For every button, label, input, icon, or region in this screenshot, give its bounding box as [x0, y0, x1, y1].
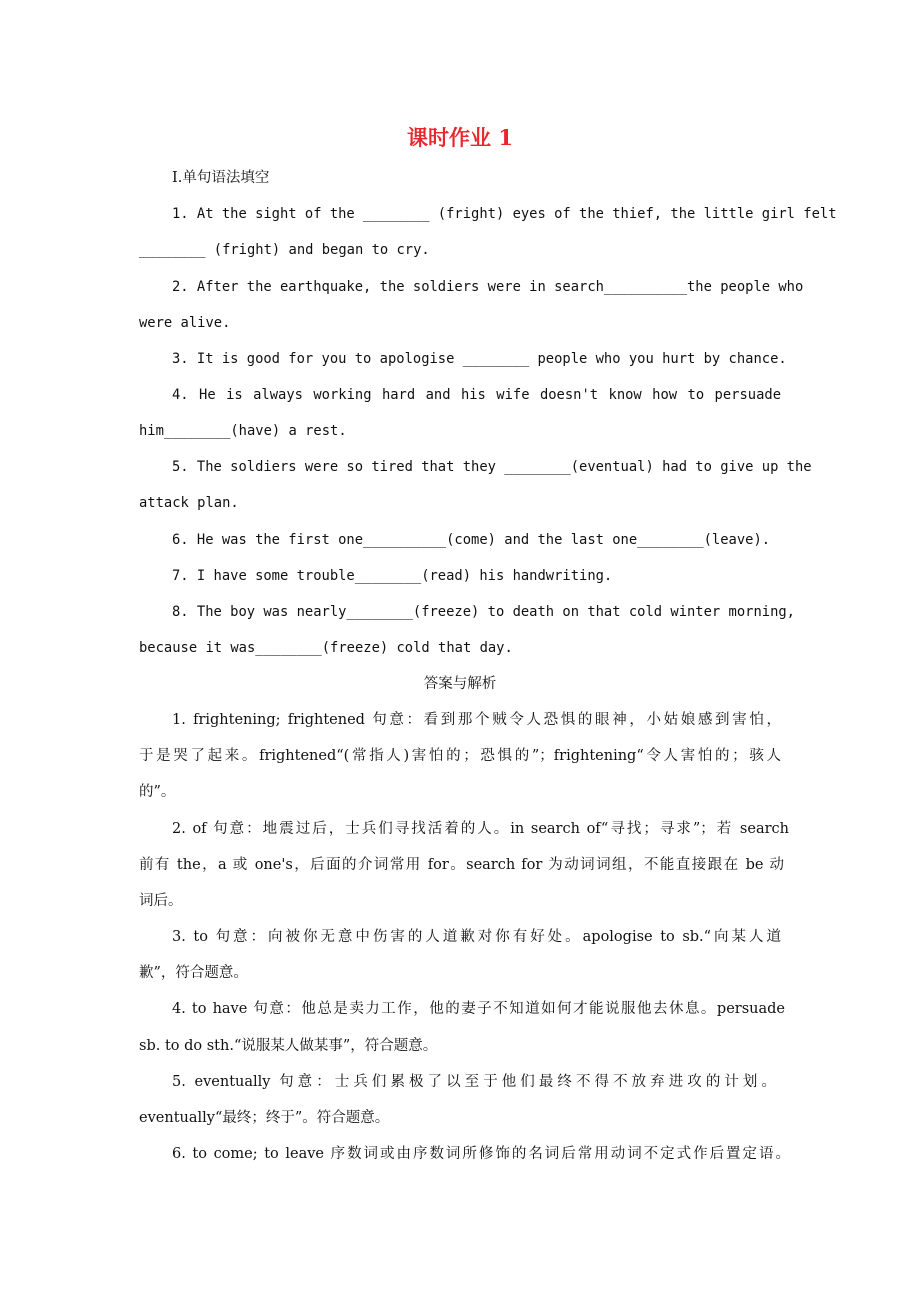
section-heading: Ⅰ.单句语法填空 [172, 170, 270, 186]
question-4-line-1: 4. He is always working hard and his wife doesn't know how to persuade [172, 387, 781, 403]
answer-1-line-3: 的”。 [139, 784, 176, 800]
question-4-line-2: him________(have) a rest. [139, 423, 347, 439]
question-6: 6. He was the first one__________(come) and the last one________(leave). [172, 532, 771, 548]
question-7: 7. I have some trouble________(read) his handwriting. [172, 568, 613, 584]
answer-2-line-3: 词后。 [139, 893, 183, 909]
answer-2-line-2: 前有 the，a 或 one's，后面的介词常用 for。search for 为动词词组，不能直接跟在 be 动 [139, 857, 784, 873]
answer-5-line-1: 5. eventually 句意：士兵们累极了以至于他们最终不得不放弃进攻的计划。 [172, 1074, 776, 1090]
question-2-line-2: were alive. [139, 315, 231, 331]
answer-3-line-1: 3. to 句意：向被你无意中伤害的人道歉对你有好处。apologise to sb.“向某人道 [172, 929, 781, 945]
answer-4-line-2: sb. to do sth.“说服某人做某事”，符合题意。 [139, 1038, 438, 1054]
answer-1-line-2: 于是哭了起来。frightened“(常指人)害怕的；恐惧的”；frightening“令人害怕的；骇人 [139, 748, 781, 764]
answer-4-line-1: 4. to have 句意：他总是卖力工作，他的妻子不知道如何才能说服他去休息。persuade [172, 1001, 785, 1017]
answer-3-line-2: 歉”，符合题意。 [139, 965, 248, 981]
answer-1-line-1: 1. frightening; frightened 句意：看到那个贼令人恐惧的眼神，小姑娘感到害怕， [172, 712, 781, 728]
question-5-line-1: 5. The soldiers were so tired that they ________(eventual) had to give up the [172, 459, 812, 475]
question-1-line-1: 1. At the sight of the ________ (fright) eyes of the thief, the little girl felt [172, 206, 837, 222]
answers-heading: 答案与解析 [423, 676, 497, 692]
question-5-line-2: attack plan. [139, 495, 239, 511]
answer-5-line-2: eventually“最终；终于”。符合题意。 [139, 1110, 390, 1126]
answer-6-line-1: 6. to come; to leave 序数词或由序数词所修饰的名词后常用动词不定式作后置定语。 [172, 1146, 790, 1162]
page-title: 课时作业 1 [407, 125, 513, 150]
question-1-line-2: ________ (fright) and began to cry. [139, 242, 430, 258]
answer-2-line-1: 2. of 句意：地震过后，士兵们寻找活着的人。in search of“寻找；寻求”；若 search [172, 821, 789, 837]
question-8-line-2: because it was________(freeze) cold that day. [139, 640, 513, 656]
question-2-line-1: 2. After the earthquake, the soldiers were in search__________the people who [172, 279, 804, 295]
question-3: 3. It is good for you to apologise ________ people who you hurt by chance. [172, 351, 787, 367]
question-8-line-1: 8. The boy was nearly________(freeze) to death on that cold winter morning, [172, 604, 795, 620]
